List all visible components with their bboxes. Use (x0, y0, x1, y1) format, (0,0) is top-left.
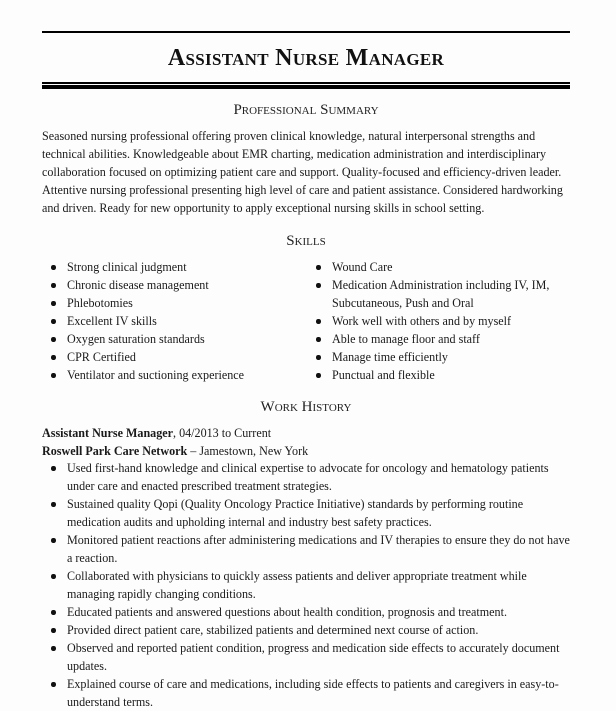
skill-item: Able to manage floor and staff (309, 330, 569, 348)
skills-heading: Skills (286, 233, 326, 249)
job-duty-item: Observed and reported patient condition, progress and medication side effects to accurately document updates. (44, 639, 574, 675)
skill-item: CPR Certified (44, 348, 304, 366)
job-duty-item: Educated patients and answered questions about health condition, prognosis and treatment. (44, 603, 574, 621)
skill-item: Excellent IV skills (44, 312, 304, 330)
skill-item: Manage time efficiently (309, 348, 569, 366)
skill-item: Punctual and flexible (309, 366, 569, 384)
job-duty-item: Provided direct patient care, stabilized patients and determined next course of action. (44, 621, 574, 639)
skill-item: Strong clinical judgment (44, 258, 304, 276)
title-divider-thick (42, 85, 570, 89)
job-duty-item: Used first-hand knowledge and clinical expertise to advocate for oncology and hematology patients under care and enacted prescribed treatment strategies. (44, 459, 574, 495)
skills-list-right (309, 258, 569, 384)
skill-item: Phlebotomies (44, 294, 304, 312)
resume-title: Assistant Nurse Manager (167, 45, 445, 71)
skill-item: Chronic disease management (44, 276, 304, 294)
job-location: – Jamestown, New York (187, 444, 309, 458)
summary-heading: Professional Summary (233, 102, 379, 118)
summary-text: Seasoned nursing professional offering proven clinical knowledge, natural interpersonal strengths and technical abilities. Knowledgeable about EMR charting, medication administration and interdisciplinary collaboration focused on optimizing patient care and support. Quality-focused and efficiency-driven leader. Attentive nursing professional presenting high level of care and patient assistance. Considered hardworking and driven. Ready for new opportunity to apply exceptional nursing skills in school setting. (42, 129, 563, 215)
skills-list-left (44, 258, 304, 384)
skill-item: Medication Administration including IV, IM, Subcutaneous, Push and Oral (309, 276, 569, 312)
skill-item: Ventilator and suctioning experience (44, 366, 304, 384)
job-duty-item: Monitored patient reactions after administering medications and IV therapies to ensure they do not have a reaction. (44, 531, 574, 567)
top-divider (42, 31, 570, 33)
skill-item: Oxygen saturation standards (44, 330, 304, 348)
job-duty-item: Explained course of care and medications, including side effects to patients and caregivers in easy-to-understand terms. (44, 675, 574, 711)
skill-item: Work well with others and by myself (309, 312, 569, 330)
job-title-line (42, 424, 271, 442)
job-duty-item: Collaborated with physicians to quickly assess patients and deliver appropriate treatment while managing rapidly changing conditions. (44, 567, 574, 603)
job-duties-list (44, 459, 574, 711)
job-employer-line (42, 442, 308, 460)
work-history-heading: Work History (260, 399, 352, 415)
skill-item: Wound Care (309, 258, 569, 276)
job-duty-item: Sustained quality Qopi (Quality Oncology Practice Initiative) standards by performing routine medication audits and upholding internal and industry best safety practices. (44, 495, 574, 531)
title-divider-thin (42, 82, 570, 84)
job-dates: , 04/2013 to Current (173, 426, 272, 440)
job-title: Assistant Nurse Manager (42, 426, 174, 440)
job-employer: Roswell Park Care Network (42, 444, 188, 458)
